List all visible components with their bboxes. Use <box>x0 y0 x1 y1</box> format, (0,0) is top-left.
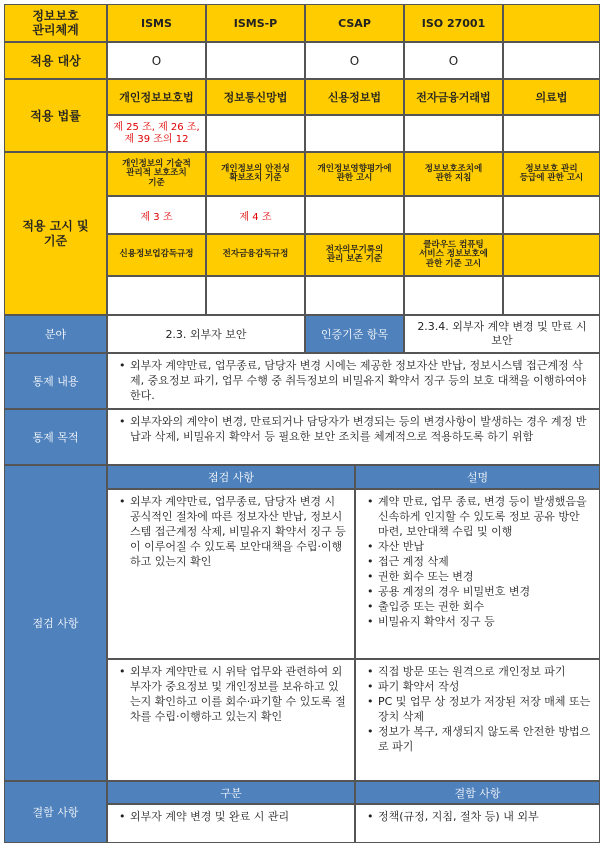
target-mark-isms-p <box>206 42 305 79</box>
inspection-item1-desc: • 접근 계정 삭제 <box>378 554 593 569</box>
law-credit-info: 신용정보법 <box>305 79 404 115</box>
notice-cloud-security: 클라우드 컴퓨팅 서비스 정보보호에 관한 기준 고시 <box>404 234 503 276</box>
inspection-item1-desc: • 비밀유지 확약서 징구 등 <box>378 614 593 629</box>
control-purpose-label: 통제 목적 <box>4 409 107 465</box>
inspection-col-desc-header: 설명 <box>355 465 600 489</box>
law-network: 정보통신망법 <box>206 79 305 115</box>
inspection-item1-desc: • 출입증 또는 권한 회수 <box>378 599 593 614</box>
notice-article-5 <box>503 196 600 234</box>
control-content-cell <box>107 353 600 409</box>
defect-label: 결함 사항 <box>4 781 107 843</box>
target-mark-empty <box>503 42 600 79</box>
control-content-text: • 외부자 계약만료, 업무종료, 담당자 변경 시에는 제공한 정보자산 반납, 정보시스템 접근계정 삭제, 중요정보 파기, 업무 수행 중 취득정보의 비밀유지 확약서 징구 등의 보호 대책을 이행하여야 한다. <box>130 358 593 403</box>
notice2-article-1 <box>107 276 206 315</box>
defect-item-text: • 정책(규정, 지침, 절차 등) 내 외부 <box>378 809 593 824</box>
notice-row2-empty <box>503 234 600 276</box>
defect-category-text: • 외부자 계약 변경 및 완료 시 관리 <box>130 809 348 824</box>
control-content-label: 통제 내용 <box>4 353 107 409</box>
inspection-item1-check: • 외부자 계약만료, 업무종료, 담당자 변경 시 공식적인 절차에 따른 정보자산 반납, 정보시스템 접근계정 삭제, 비밀유지 확약서 징구 등이 이루어질 수 있도록 보안대책을 수립·이행하고 있는지 확인 <box>130 494 348 569</box>
col-header-empty <box>503 4 600 42</box>
law-article-network <box>206 115 305 152</box>
control-purpose-cell <box>107 409 600 465</box>
notice-article-1: 제 3 조 <box>107 196 206 234</box>
notice-emr-preservation: 전자의무기록의 관리 보존 기준 <box>305 234 404 276</box>
target-mark-csap: O <box>305 42 404 79</box>
law-e-finance: 전자금융거래법 <box>404 79 503 115</box>
notice-e-finance-supervision: 전자금융감독규정 <box>206 234 305 276</box>
applicable-target-label: 적용 대상 <box>4 42 107 79</box>
law-medical: 의료법 <box>503 79 600 115</box>
inspection-item2-check: • 외부자 계약만료 시 위탁 업무와 관련하여 외부자가 중요정보 및 개인정보를 보유하고 있는지 확인하고 이를 회수·파기할 수 있도록 절차를 수립·이행하고 있는지 확인 <box>130 664 348 724</box>
target-mark-isms: O <box>107 42 206 79</box>
inspection-label: 점검 사항 <box>4 465 107 781</box>
col-header-iso27001: ISO 27001 <box>404 4 503 42</box>
inspection-item1-desc: • 자산 반납 <box>378 539 593 554</box>
law-article-e-finance <box>404 115 503 152</box>
law-article-credit-info <box>305 115 404 152</box>
defect-col-category-header: 구분 <box>107 781 355 804</box>
inspection-item1-check-cell <box>107 489 355 659</box>
notice-safety-measures: 개인정보의 안전성 확보조치 기준 <box>206 152 305 196</box>
law-article-medical <box>503 115 600 152</box>
law-article-personal-info: 제 25 조, 제 26 조, 제 39 조의 12 <box>107 115 206 152</box>
notice2-article-3 <box>305 276 404 315</box>
inspection-item2-desc: • 정보가 복구, 재생되지 않도록 안전한 방법으로 파기 <box>378 724 593 754</box>
col-header-isms: ISMS <box>107 4 206 42</box>
notice2-article-2 <box>206 276 305 315</box>
inspection-item2-desc-cell <box>355 659 600 781</box>
area-label: 분야 <box>4 315 107 353</box>
cert-criteria-value: 2.3.4. 외부자 계약 변경 및 만료 시 보안 <box>404 315 600 353</box>
target-mark-iso27001: O <box>404 42 503 79</box>
notice-impact-assessment: 개인정보영향평가에 관한 고시 <box>305 152 404 196</box>
notice-management-grade: 정보보호 관리 등급에 관한 고시 <box>503 152 600 196</box>
notice-standard-label: 적용 고시 및 기준 <box>4 152 107 315</box>
inspection-item1-desc: • 권한 회수 또는 변경 <box>378 569 593 584</box>
inspection-item1-desc: • 계약 만료, 업무 종료, 변경 등이 발생했음을 신속하게 인지할 수 있도록 정보 공유 방안 마련, 보안대책 수립 및 이행 <box>378 494 593 539</box>
notice2-article-4 <box>404 276 503 315</box>
notice-protection-guideline: 정보보호조치에 관한 지침 <box>404 152 503 196</box>
control-purpose-text: • 외부자와의 계약이 변경, 만료되거나 담당자가 변경되는 등의 변경사항이 발생하는 경우 계정 반납과 삭제, 비밀유지 확약서 등 필요한 보안 조치를 체계적으로 적용하도록 하기 위함 <box>130 414 593 444</box>
defect-col-defect-header: 결함 사항 <box>355 781 600 804</box>
defect-category-cell <box>107 804 355 843</box>
notice-article-2: 제 4 조 <box>206 196 305 234</box>
inspection-item2-desc: • 파기 확약서 작성 <box>378 679 593 694</box>
col-header-isms-p: ISMS-P <box>206 4 305 42</box>
inspection-item2-check-cell <box>107 659 355 781</box>
inspection-item1-desc: • 공용 계정의 경우 비밀번호 변경 <box>378 584 593 599</box>
defect-item-cell <box>355 804 600 843</box>
notice-tech-admin-protection: 개인정보의 기술적 관리적 보호조치 기준 <box>107 152 206 196</box>
notice2-article-5 <box>503 276 600 315</box>
cert-criteria-label: 인증기준 항목 <box>305 315 404 353</box>
system-label-cell: 정보보호 관리체계 <box>4 4 107 42</box>
inspection-col-check-header: 점검 사항 <box>107 465 355 489</box>
notice-article-3 <box>305 196 404 234</box>
inspection-item1-desc-cell <box>355 489 600 659</box>
inspection-item2-desc: • PC 및 업무 상 정보가 저장된 저장 매체 또는 장치 삭제 <box>378 694 593 724</box>
notice-article-4 <box>404 196 503 234</box>
applicable-law-label: 적용 법률 <box>4 79 107 152</box>
area-value: 2.3. 외부자 보안 <box>107 315 305 353</box>
inspection-item2-desc: • 직접 방문 또는 원격으로 개인정보 파기 <box>378 664 593 679</box>
notice-credit-supervision: 신용정보업감독규정 <box>107 234 206 276</box>
col-header-csap: CSAP <box>305 4 404 42</box>
law-personal-info: 개인정보보호법 <box>107 79 206 115</box>
